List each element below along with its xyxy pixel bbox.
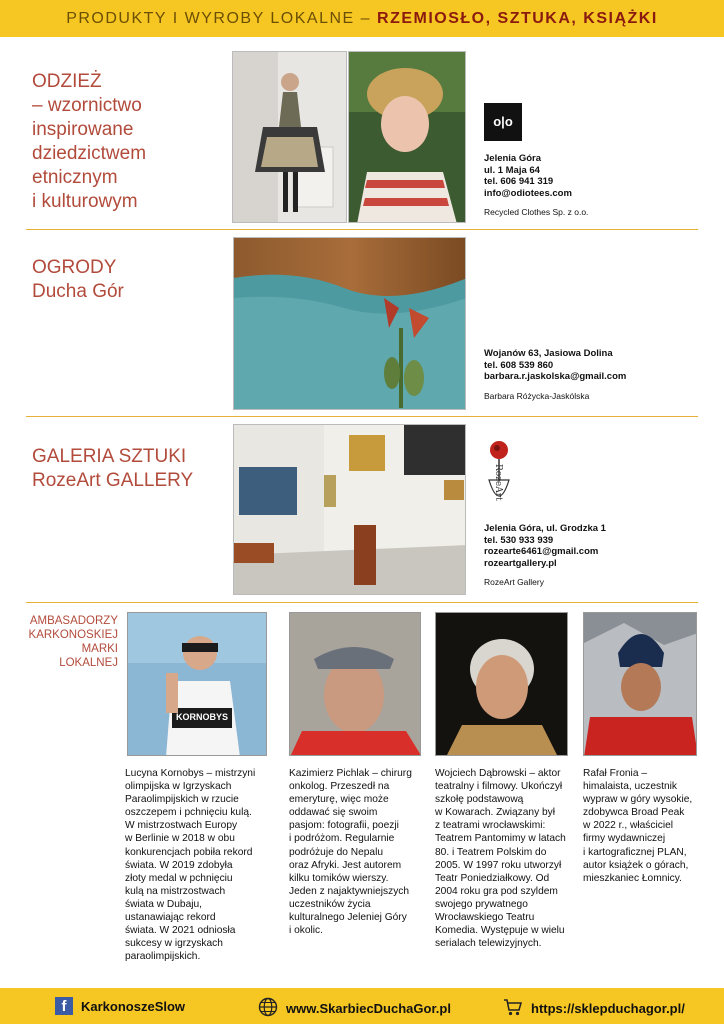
header-title-bold: RZEMIOSŁO, SZTUKA, KSIĄŻKI: [377, 10, 658, 27]
clothing-photo-woman-hat: [348, 51, 466, 223]
title-line: Ducha Gór: [32, 281, 124, 302]
bio-line: paraolimpijskich.: [125, 951, 201, 963]
bio-line: himalaista, uczestnik: [583, 781, 677, 793]
bio-line: sukcesy w igrzyskach: [125, 938, 223, 950]
shopping-cart-icon: [503, 997, 523, 1020]
divider: [26, 416, 698, 417]
contact-email[interactable]: info@odiotees.com: [484, 187, 572, 199]
bio-line: kulturalnego Jeleniej Góry: [289, 912, 407, 924]
header-title-regular: PRODUKTY I WYROBY LOKALNE –: [66, 10, 372, 27]
contact-owner: RozeArt Gallery: [484, 577, 544, 587]
contact-address: Wojanów 63, Jasiowa Dolina: [484, 348, 613, 359]
website-label: www.SkarbiecDuchaGor.pl: [286, 1001, 451, 1016]
ambassador-bio-pichlak: [289, 767, 434, 937]
contact-phone: tel. 608 539 860: [484, 359, 554, 371]
shirt-text: KORNOBYS: [175, 712, 228, 722]
title-line: inspirowane: [32, 119, 134, 140]
bio-line: podróżuje do Nepalu: [289, 846, 384, 858]
contact-email[interactable]: rozearte6461@gmail.com: [484, 546, 599, 557]
odio-logo-text: o|o: [493, 114, 513, 129]
rozeart-logo: [485, 436, 525, 512]
header-bar: [0, 0, 724, 37]
bio-line: oszczepem i pchnięciu kulą.: [125, 807, 252, 819]
bio-line: w Berlinie w 2018 w obu: [125, 833, 235, 845]
contact-owner: Barbara Różycka-Jaskólska: [484, 390, 590, 401]
title-line: MARKI: [81, 643, 118, 655]
bio-line: złoty medal w pchnięciu: [125, 872, 233, 884]
bio-line: świata w Dubaju,: [125, 898, 203, 910]
ambassador-bio-fronia: [583, 767, 708, 885]
bio-line: emeryturę, więc może: [289, 794, 389, 806]
section-clothing-title: [32, 70, 146, 214]
gallery-contact: [484, 523, 606, 589]
bio-line: 2005. W 1997 roku utworzył: [435, 859, 562, 871]
bio-line: Kazimierz Pichlak – chirurg: [289, 768, 412, 779]
title-line: – wzornictwo: [32, 95, 142, 116]
odio-logo: [484, 103, 522, 141]
title-line: i kulturowym: [32, 191, 138, 212]
title-line: etnicznym: [32, 167, 118, 188]
ambassador-bio-kornobys: [125, 767, 275, 963]
contact-owner: Recycled Clothes Sp. z o.o.: [484, 207, 589, 217]
bio-line: uczestników życia: [289, 898, 371, 910]
title-line: OGRODY: [32, 257, 117, 278]
bio-line: autor książek o górach,: [583, 859, 689, 871]
title-line: RozeArt GALLERY: [32, 470, 194, 491]
bio-line: zdobywca Broad Peak: [583, 807, 685, 819]
bio-line: i kartograficznej PLAN,: [583, 846, 687, 858]
title-line: AMBASADORZY: [29, 615, 118, 627]
contact-address: Jelenia Góra: [484, 153, 542, 164]
section-gardens-title: [32, 256, 124, 304]
divider: [26, 602, 698, 603]
shop-label: https://sklepduchagor.pl/: [531, 1001, 685, 1016]
ambassador-bio-dabrowski: [435, 767, 580, 950]
ambassador-photo-kornobys: [127, 612, 267, 756]
contact-phone: tel. 606 941 319: [484, 176, 554, 187]
title-line: dziedzictwem: [32, 143, 147, 164]
bio-line: Teatr Poniedziałkowy. Od: [435, 872, 550, 884]
bio-line: z teatrami wrocławskimi:: [435, 820, 546, 832]
contact-phone: tel. 530 933 939: [484, 534, 554, 546]
bio-line: swojego prywatnego: [435, 898, 528, 910]
clothing-contact: [484, 153, 588, 219]
bio-line: wypraw w góry wysokie,: [583, 794, 693, 806]
bio-line: onkolog. Przeszedł na: [289, 781, 390, 793]
bio-line: oddawać się swoim: [289, 807, 378, 819]
ambassador-photo-dabrowski: [435, 612, 568, 756]
ambassador-photo-pichlak: [289, 612, 421, 756]
ambassadors-title: [24, 614, 118, 670]
bio-line: Lucyna Kornobys – mistrzyni: [125, 768, 256, 779]
bio-line: i okolic.: [289, 925, 323, 937]
bio-line: kulą na mistrzostwach: [125, 885, 226, 897]
bio-line: szkołę podstawową: [435, 794, 524, 806]
bio-line: Wrocławskiego Teatru: [435, 912, 535, 924]
bio-line: 2004 roku gra pod szyldem: [435, 885, 558, 897]
bio-line: świata. W 2021 odniosła: [125, 925, 236, 937]
bio-line: kilku tomików wierszy.: [289, 872, 389, 884]
bio-line: Komedia. Występuje w wielu: [435, 925, 565, 937]
section-gallery-title: [32, 445, 193, 493]
bio-line: Rafał Fronia –: [583, 768, 647, 779]
bio-line: w Kowarach. Związany był: [435, 807, 556, 819]
bio-line: mieszkaniec Łomnicy.: [583, 872, 682, 884]
bio-line: Wojciech Dąbrowski – aktor: [435, 768, 561, 779]
footer-facebook-link[interactable]: [55, 997, 185, 1015]
rozeart-logo-text: RozeArt: [493, 464, 503, 501]
bio-line: Jeden z najaktywniejszych: [289, 885, 410, 897]
bio-line: teatralny i filmowy. Ukończył: [435, 781, 563, 793]
bio-line: Paraolimpijskich w rzucie: [125, 794, 239, 806]
bio-line: firmy wydawniczej: [583, 833, 666, 845]
bio-line: Teatrem Pantomimy w latach: [435, 833, 566, 845]
bio-line: oraz Afryki. Jest autorem: [289, 859, 402, 871]
facebook-label: KarkonoszeSlow: [81, 998, 186, 1014]
title-line: LOKALNEJ: [59, 657, 118, 669]
bio-line: olimpijska w Igrzyskach: [125, 781, 232, 793]
divider: [26, 229, 698, 230]
facebook-icon: f: [55, 997, 73, 1015]
gardens-contact: [484, 348, 626, 402]
contact-address: Jelenia Góra, ul. Grodzka 1: [484, 523, 606, 534]
footer-shop-link[interactable]: [503, 997, 685, 1020]
bio-line: 80. i Teatrem Polskim do: [435, 846, 547, 858]
gardens-photo: [233, 237, 466, 410]
header-title: [66, 10, 658, 28]
bio-line: i podróżom. Regularnie: [289, 833, 395, 845]
contact-address-street: ul. 1 Maja 64: [484, 164, 540, 176]
clothing-photo-model: [232, 51, 347, 223]
bio-line: świata. W 2019 zdobyła: [125, 859, 233, 871]
bio-line: konkurencjach pobiła rekord: [125, 846, 253, 858]
ambassador-photo-fronia: [583, 612, 697, 756]
globe-icon: [258, 997, 278, 1020]
title-line: ODZIEŻ: [32, 71, 102, 92]
gallery-photo: [233, 424, 466, 595]
title-line: KARKONOSKIEJ: [28, 629, 118, 641]
footer-bar: [0, 988, 724, 1024]
title-line: GALERIA SZTUKI: [32, 446, 187, 467]
contact-website[interactable]: rozeartgallery.pl: [484, 557, 557, 569]
bio-line: serialach telewizyjnych.: [435, 938, 542, 950]
contact-email[interactable]: barbara.r.jaskolska@gmail.com: [484, 371, 627, 382]
bio-line: pasjom: fotografii, poezji: [289, 820, 399, 832]
bio-line: W mistrzostwach Europy: [125, 820, 238, 832]
bio-line: w 2022 r., właściciel: [583, 820, 674, 832]
footer-website-link[interactable]: [258, 997, 451, 1020]
bio-line: ustanawiając rekord: [125, 912, 216, 924]
